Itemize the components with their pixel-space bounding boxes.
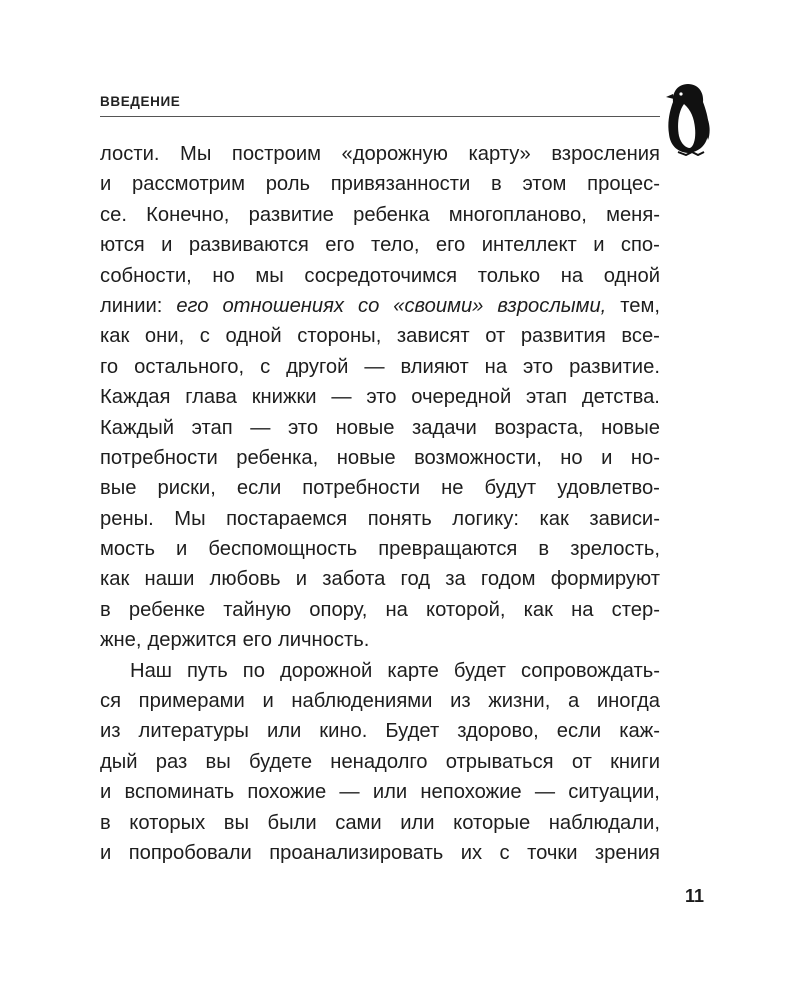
word: очередной: [411, 386, 512, 409]
word: из: [100, 720, 121, 743]
word: и: [262, 690, 274, 713]
word: развития: [520, 325, 606, 348]
word: которые: [453, 811, 531, 834]
word: Наш: [130, 659, 173, 682]
word: глава: [185, 386, 237, 409]
word: похожие: [247, 781, 327, 804]
paragraph: [100, 656, 660, 869]
word: развитие.: [569, 355, 660, 378]
word: вспоминать: [124, 781, 235, 804]
word: литературы: [138, 720, 249, 743]
word: —: [364, 355, 385, 378]
word: они,: [144, 325, 185, 348]
word: каж-: [619, 720, 660, 743]
word: не: [441, 477, 464, 500]
word: на: [484, 355, 508, 378]
word: ситуации,: [568, 781, 660, 804]
word: но-: [630, 446, 660, 469]
word: этом: [522, 173, 567, 196]
word: Будет: [385, 720, 440, 743]
word: тайную: [223, 598, 292, 621]
word: это: [287, 416, 319, 439]
word: лости.: [100, 143, 160, 165]
word: с: [260, 355, 271, 378]
word: его: [242, 629, 272, 652]
text-line: [100, 200, 660, 230]
word: попробовали: [128, 841, 252, 864]
text-line: [100, 443, 660, 473]
text-line: [100, 686, 660, 716]
word: «дорожную: [341, 143, 448, 165]
word: в: [100, 811, 111, 834]
word: этап: [191, 416, 233, 439]
word: только: [477, 264, 541, 287]
word: рассмотрим: [132, 173, 245, 196]
text-line: [100, 382, 660, 412]
word: примерами: [138, 690, 245, 713]
word: сопровождать-: [520, 659, 660, 682]
text-line: [100, 625, 660, 655]
text-line: [100, 230, 660, 260]
word: забота: [322, 568, 386, 591]
italic-word: взрослыми,: [497, 294, 607, 317]
word: это: [366, 386, 397, 409]
text-line: [100, 564, 660, 594]
word: кино.: [319, 720, 368, 743]
word: стер-: [611, 598, 660, 621]
word: если: [236, 477, 282, 500]
word: ненадолго: [330, 750, 428, 773]
word: личность.: [277, 629, 370, 652]
word: понять: [367, 507, 432, 530]
word: и: [100, 781, 112, 804]
word: го: [100, 355, 119, 378]
text-line: [100, 169, 660, 199]
text-line: [100, 716, 660, 746]
word: от: [571, 750, 592, 773]
word: путь: [187, 659, 228, 682]
word: непохожие: [420, 781, 522, 804]
word: дый: [100, 750, 138, 773]
word: будет: [453, 659, 506, 682]
word: Каждая: [100, 386, 171, 409]
word: в: [538, 538, 550, 561]
word: с: [199, 325, 210, 348]
word: логику:: [452, 507, 519, 530]
word: которых: [129, 811, 206, 834]
italic-word: со: [357, 294, 380, 317]
word: остального,: [134, 355, 245, 378]
text-line: [100, 291, 660, 321]
word: это: [523, 355, 554, 378]
running-head: ВВЕДЕНИЕ: [100, 94, 181, 109]
word: развиваются: [188, 234, 309, 257]
word: из: [450, 690, 471, 713]
word: были: [267, 811, 317, 834]
word: сосредоточимся: [304, 264, 458, 287]
paragraph: [100, 139, 660, 656]
word: и: [161, 234, 173, 257]
word: опору,: [309, 598, 368, 621]
word: будете: [248, 750, 313, 773]
word: взросления: [551, 143, 660, 165]
text-line: [100, 413, 660, 443]
word: потребности: [100, 446, 218, 469]
word: собности,: [100, 264, 192, 287]
text-line: [100, 595, 660, 625]
italic-word: его: [176, 294, 209, 317]
word: любовь: [209, 568, 281, 591]
word: рены.: [100, 507, 154, 530]
word: с: [499, 841, 510, 864]
word: если: [556, 720, 602, 743]
word: тем,: [620, 294, 660, 317]
word: новые: [601, 416, 660, 439]
word: роль: [265, 173, 310, 196]
word: и: [295, 568, 308, 591]
word: —: [339, 781, 360, 804]
body-text: [100, 139, 660, 868]
word: жизни,: [488, 690, 551, 713]
word: ребенка: [353, 203, 430, 226]
word: книжки: [251, 386, 317, 409]
word: этап: [526, 386, 568, 409]
word: карте: [387, 659, 439, 682]
text-line: [100, 321, 660, 351]
word: годом: [480, 568, 536, 591]
header-rule: [100, 116, 660, 117]
word: Каждый: [100, 416, 175, 439]
word: вы: [223, 811, 249, 834]
penguin-icon: [664, 82, 712, 156]
word: детства.: [581, 386, 660, 409]
word: тело,: [371, 234, 420, 257]
word: сами: [335, 811, 382, 834]
word: новые: [335, 416, 395, 439]
word: жне,: [100, 629, 142, 652]
word: в: [100, 598, 111, 621]
word: карту»: [468, 143, 531, 165]
word: иногда: [596, 690, 660, 713]
word: точки: [527, 841, 578, 864]
text-line: [100, 504, 660, 534]
word: дорожной: [279, 659, 373, 682]
word: год: [400, 568, 431, 591]
word: наблюдали,: [548, 811, 660, 834]
word: или: [372, 781, 408, 804]
word: мы: [255, 264, 284, 287]
word: а: [567, 690, 580, 713]
word: их: [460, 841, 483, 864]
word: наблюдениями: [291, 690, 433, 713]
word: его: [325, 234, 355, 257]
word: другой: [286, 355, 349, 378]
word: возраста,: [494, 416, 584, 439]
word: потребности: [302, 477, 421, 500]
word: меня-: [606, 203, 660, 226]
word: наши: [144, 568, 195, 591]
word: как: [100, 568, 130, 591]
word: стороны,: [297, 325, 382, 348]
word: на: [571, 598, 594, 621]
word: зависят: [396, 325, 470, 348]
word: задачи: [411, 416, 477, 439]
word: все-: [621, 325, 660, 348]
word: риски,: [157, 477, 216, 500]
word: мость: [100, 538, 155, 561]
word: превращаются: [378, 538, 518, 561]
text-line: [100, 261, 660, 291]
word: будут: [484, 477, 537, 500]
word: линии:: [100, 294, 163, 317]
word: Мы: [180, 143, 212, 165]
word: ются: [100, 234, 145, 257]
word: здорово,: [457, 720, 539, 743]
text-line: [100, 534, 660, 564]
text-line: [100, 808, 660, 838]
word: держится: [147, 629, 237, 652]
word: или: [266, 720, 302, 743]
word: построим: [231, 143, 321, 165]
word: беспомощность: [208, 538, 358, 561]
word: —: [331, 386, 352, 409]
word: и: [100, 173, 112, 196]
word: процес-: [587, 173, 660, 196]
word: зрелость,: [570, 538, 660, 561]
word: се.: [100, 203, 127, 226]
page-number: 11: [684, 886, 704, 906]
word: ребенка,: [236, 446, 319, 469]
word: за: [445, 568, 466, 591]
word: и: [176, 538, 188, 561]
word: и: [593, 234, 605, 257]
word: ребенке: [128, 598, 206, 621]
word: ся: [100, 690, 122, 713]
text-line: [100, 139, 660, 169]
word: раз: [155, 750, 188, 773]
word: отрываться: [445, 750, 554, 773]
text-line: [100, 747, 660, 777]
word: как: [539, 507, 569, 530]
word: зависи-: [589, 507, 660, 530]
word: —: [250, 416, 271, 439]
word: на: [560, 264, 584, 287]
word: которой,: [426, 598, 506, 621]
word: от: [485, 325, 506, 348]
word: удовлетво-: [557, 477, 660, 500]
text-line: [100, 777, 660, 807]
word: вы: [205, 750, 231, 773]
word: его: [435, 234, 466, 257]
word: влияют: [400, 355, 469, 378]
word: книги: [610, 750, 660, 773]
word: многопланово,: [448, 203, 587, 226]
word: но: [212, 264, 235, 287]
word: вые: [100, 477, 137, 500]
word: по: [242, 659, 265, 682]
text-line: [100, 473, 660, 503]
word: интеллект: [481, 234, 577, 257]
word: в: [490, 173, 502, 196]
word: постараемся: [226, 507, 348, 530]
text-line: [100, 838, 660, 868]
word: но: [560, 446, 583, 469]
word: Конечно,: [146, 203, 230, 226]
word: Мы: [174, 507, 206, 530]
word: или: [400, 811, 435, 834]
text-line: [100, 656, 660, 686]
word: возможности,: [414, 446, 542, 469]
text-line: [100, 352, 660, 382]
word: и: [100, 841, 112, 864]
word: спо-: [620, 234, 660, 257]
word: как: [100, 325, 130, 348]
word: проанализировать: [269, 841, 444, 864]
word: —: [534, 781, 556, 804]
word: развитие: [248, 203, 334, 226]
word: как: [523, 598, 553, 621]
word: одной: [603, 264, 660, 287]
word: одной: [225, 325, 282, 348]
italic-word: отношениях: [222, 294, 345, 317]
word: привязанности: [330, 173, 471, 196]
word: новые: [336, 446, 396, 469]
word: и: [601, 446, 613, 469]
word: формируют: [550, 568, 660, 591]
word: зрения: [594, 841, 660, 864]
italic-word: «своими»: [393, 294, 484, 317]
word: на: [385, 598, 408, 621]
